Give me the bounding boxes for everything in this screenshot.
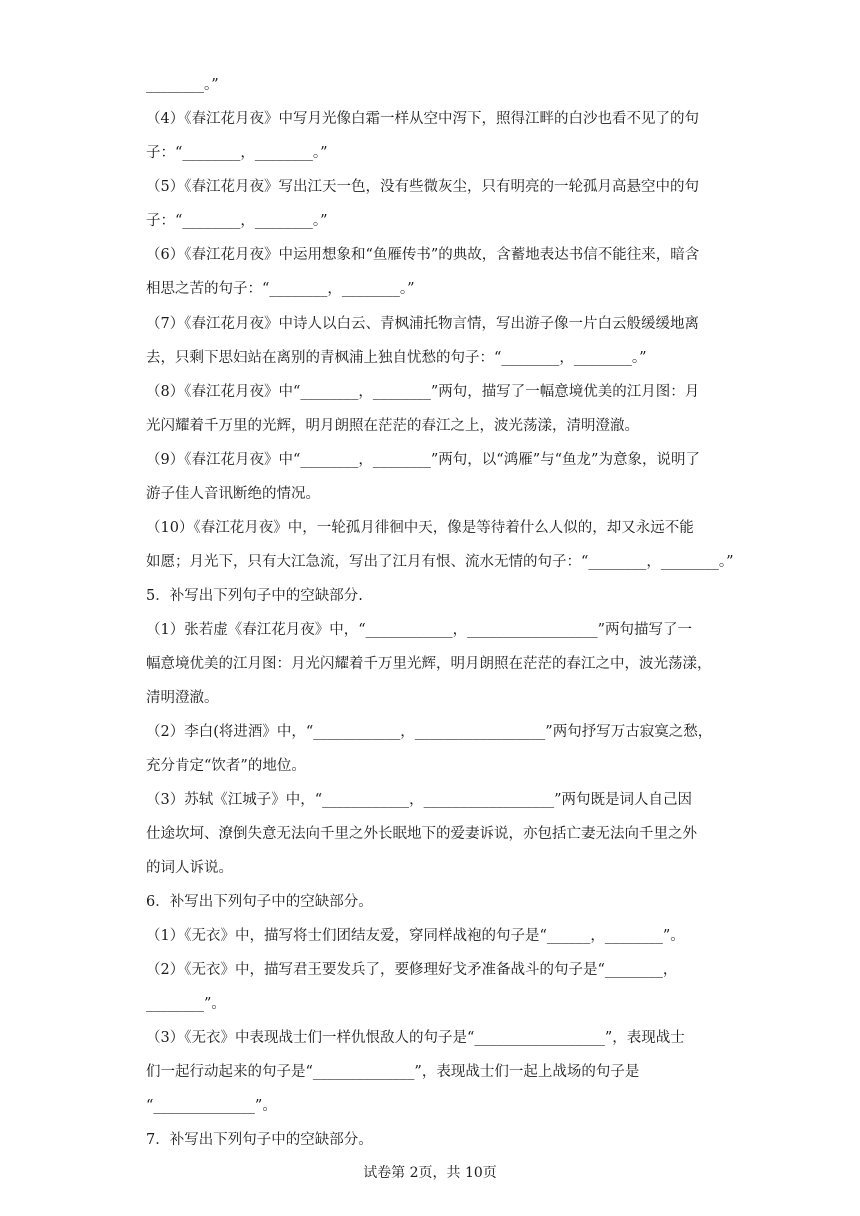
text-line: 的词人诉说。 bbox=[146, 860, 233, 876]
page-footer: 试卷第 2页，共 10页 bbox=[363, 1165, 497, 1181]
text-line: （7）《春江花月夜》中诗人以白云、青枫浦托物言情，写出游子像一片白云般缓缓地离 bbox=[146, 316, 699, 332]
text-line: （2）李白(将进酒》中，“____________，__________________”两句抒写万古寂寞之愁， bbox=[146, 724, 713, 740]
question-heading: 6．补写出下列句子中的空缺部分。 bbox=[146, 894, 373, 910]
question-heading: 7．补写出下列句子中的空缺部分。 bbox=[146, 1132, 373, 1148]
text-line: 去，只剩下思妇站在离别的青枫浦上独自忧愁的句子：“________，________。” bbox=[146, 350, 647, 366]
text-line: 如愿；月光下，只有大江急流，写出了江月有恨、流水无情的句子：“________，________。” bbox=[146, 554, 734, 570]
text-line: （3）苏轼《江城子》中，“____________，__________________”两句既是词人自己因 bbox=[146, 792, 693, 808]
text-line: 充分肯定“饮者”的地位。 bbox=[146, 758, 306, 774]
text-line: 们一起行动起来的句子是“______________”，表现战士们一起上战场的句子是 bbox=[146, 1064, 640, 1080]
text-line: （10）《春江花月夜》中，一轮孤月徘徊中天，像是等待着什么人似的，却又永远不能 bbox=[146, 520, 694, 536]
text-line: 清明澄澈。 bbox=[146, 690, 219, 706]
text-line: （4）《春江花月夜》中写月光像白霜一样从空中泻下，照得江畔的白沙也看不见了的句 bbox=[146, 111, 699, 127]
text-line: “______________”。 bbox=[146, 1098, 277, 1114]
text-line: （8）《春江花月夜》中“________，________”两句，描写了一幅意境优美的江月图：月 bbox=[146, 384, 700, 400]
text-line: （2）《无衣》中，描写君王要发兵了，要修理好戈矛准备战斗的句子是“________， bbox=[146, 962, 678, 978]
text-line: 游子佳人音讯断绝的情况。 bbox=[146, 486, 320, 502]
text-line: （9）《春江花月夜》中“________，________”两句，以“鸿雁”与“鱼龙”为意象，说明了 bbox=[146, 452, 700, 468]
text-line: 仕途坎坷、潦倒失意无法向千里之外长眠地下的爱妻诉说，亦包括亡妻无法向千里之外 bbox=[146, 826, 697, 842]
text-line: （1）张若虚《春江花月夜》中，“____________，__________________”两句描写了一 bbox=[146, 622, 693, 638]
text-line: ________”。 bbox=[146, 996, 226, 1012]
text-line: 相思之苦的句子：“________，________。” bbox=[146, 281, 415, 297]
text-line: 子：“________，________。” bbox=[146, 213, 328, 229]
question-heading: 5．补写出下列句子中的空缺部分. bbox=[146, 588, 363, 604]
text-line: 光闪耀着千万里的光辉，明月朗照在茫茫的春江之上，波光荡漾，清明澄澈。 bbox=[146, 418, 639, 434]
text-line: （5）《春江花月夜》写出江天一色，没有些微灰尘，只有明亮的一轮孤月高悬空中的句 bbox=[146, 179, 699, 195]
text-line: ________。” bbox=[146, 77, 219, 93]
text-line: （6）《春江花月夜》中运用想象和“鱼雁传书”的典故，含蓄地表达书信不能往来，暗含 bbox=[146, 247, 700, 263]
text-line: （1）《无衣》中，描写将士们团结友爱，穿同样战袍的句子是“______，________”。 bbox=[146, 928, 685, 944]
text-line: 幅意境优美的江月图：月光闪耀着千万里光辉，明月朗照在茫茫的春江之中，波光荡漾， bbox=[146, 656, 712, 672]
text-line: （3）《无衣》中表现战士们一样仇恨敌人的句子是“__________________”，表现战士 bbox=[146, 1030, 685, 1046]
text-line: 子：“________，________。” bbox=[146, 145, 328, 161]
